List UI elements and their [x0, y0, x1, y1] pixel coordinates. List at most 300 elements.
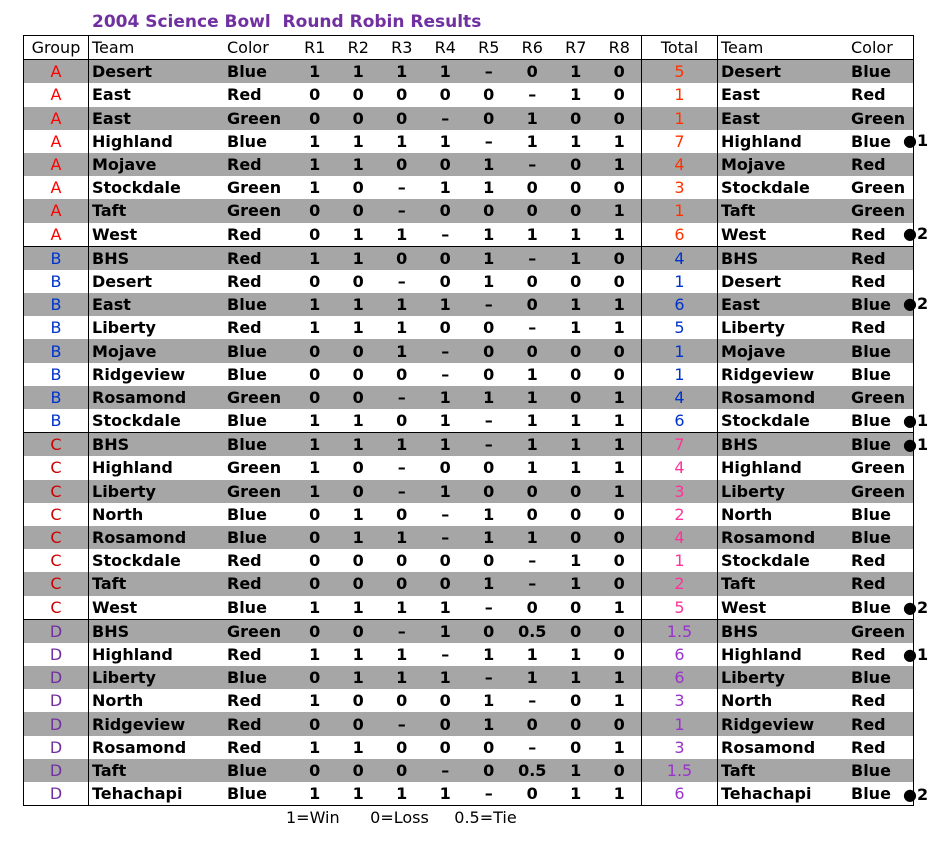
team-cell-right: Liberty: [721, 318, 785, 338]
color-cell: Blue: [227, 131, 267, 151]
round-result-cell: 1: [613, 411, 625, 431]
group-cell: A: [24, 199, 89, 222]
table-row: [24, 596, 914, 620]
round-result-cell: 1: [467, 153, 511, 176]
group-cell: D: [24, 666, 89, 689]
round-result-cell: –: [380, 480, 424, 503]
color-cell: Blue: [224, 293, 293, 316]
round-result-cell: 0: [570, 271, 582, 291]
group-cell: B: [24, 246, 89, 270]
round-result-cell: 0: [598, 712, 642, 735]
color-cell: Red: [224, 712, 293, 735]
round-result-cell: 1: [511, 433, 555, 457]
round-result-cell: 1: [526, 411, 538, 431]
round-result-cell: –: [424, 107, 468, 130]
round-result-cell: 0: [293, 619, 337, 643]
round-result-cell: 0: [352, 271, 364, 291]
round-result-cell: 0: [424, 199, 468, 222]
round-result-cell: 1: [483, 504, 495, 524]
total-cell: 4: [642, 386, 718, 409]
round-result-cell: –: [380, 386, 424, 409]
group-cell: B: [24, 293, 89, 316]
group-cell: A: [24, 223, 89, 247]
table-row: [24, 480, 914, 503]
color-cell-right: Blue: [848, 339, 914, 362]
round-result-cell: –: [397, 271, 406, 291]
team-cell-right: Ridgeview: [721, 364, 815, 384]
group-cell: C: [24, 596, 89, 620]
round-result-cell: 1: [467, 712, 511, 735]
team-cell: Taft: [89, 199, 225, 222]
round-result-cell: –: [528, 691, 537, 711]
round-result-cell: 1: [483, 644, 495, 664]
round-result-cell: 0: [337, 386, 381, 409]
color-cell-right: Green: [848, 107, 914, 130]
round-result-cell: 0: [309, 364, 321, 384]
round-result-cell: 1: [570, 784, 582, 804]
round-result-cell: 1: [598, 199, 642, 222]
round-result-cell: 0: [598, 107, 642, 130]
round-result-cell: 1: [309, 691, 321, 711]
round-result-cell: 1: [380, 526, 424, 549]
team-cell-right: Rosamond: [721, 737, 816, 757]
round-result-cell: 1: [570, 85, 582, 105]
color-cell: Red: [224, 572, 293, 595]
round-result-cell: 0: [352, 364, 364, 384]
round-result-cell: 0: [511, 480, 555, 503]
round-result-cell: –: [484, 411, 493, 431]
color-cell: Green: [224, 480, 293, 503]
color-cell-right: Green: [848, 199, 914, 222]
rank-marker: [903, 246, 928, 269]
color-cell-right: Red: [848, 246, 914, 270]
team-cell: Mojave: [89, 339, 225, 362]
round-result-cell: 0: [613, 85, 625, 105]
legend: 1=Win 0=Loss 0.5=Tie: [286, 808, 517, 827]
color-cell: Blue: [224, 339, 293, 362]
round-result-cell: 0: [337, 712, 381, 735]
color-cell-right: Red: [851, 691, 886, 711]
round-result-cell: 0: [483, 737, 495, 757]
total-cell: 1: [642, 270, 718, 293]
column-header: R2: [337, 36, 381, 60]
column-header: Color: [224, 36, 293, 60]
team-cell: Ridgeview: [89, 712, 225, 735]
team-cell: Rosamond: [89, 386, 225, 409]
round-result-cell: 1: [467, 386, 511, 409]
round-result-cell: 0: [424, 246, 468, 270]
team-cell: West: [92, 597, 138, 617]
team-cell-right: Tehachapi: [721, 784, 812, 804]
rank-marker: ●1: [903, 434, 929, 454]
round-result-cell: –: [528, 737, 537, 757]
round-result-cell: 1: [396, 224, 408, 244]
group-cell: B: [24, 409, 89, 433]
round-result-cell: 1: [554, 572, 598, 595]
color-cell: Red: [224, 246, 293, 270]
total-cell: 5: [642, 60, 718, 84]
total-cell: 6: [642, 293, 718, 316]
round-result-cell: 0: [293, 386, 337, 409]
round-result-cell: 1: [396, 597, 408, 617]
rank-marker: ●1: [903, 131, 929, 151]
round-result-cell: 0: [293, 666, 337, 689]
table-row: [24, 60, 914, 84]
column-header: Total: [642, 36, 718, 60]
total-cell: 5: [642, 316, 718, 339]
round-result-cell: 0: [396, 411, 408, 431]
round-result-cell: 0: [337, 107, 381, 130]
team-cell-right: Taft: [718, 199, 849, 222]
round-result-cell: 0: [293, 759, 337, 782]
team-cell: North: [92, 691, 144, 711]
group-cell: B: [24, 363, 89, 386]
round-result-cell: 1: [570, 458, 582, 478]
team-cell-right: Highland: [721, 644, 802, 664]
round-result-cell: 0.5: [511, 759, 555, 782]
round-result-cell: 1: [424, 386, 468, 409]
team-cell: Desert: [92, 271, 153, 291]
round-result-cell: 1: [293, 480, 337, 503]
team-cell-right: Rosamond: [718, 386, 849, 409]
round-result-cell: 1: [337, 60, 381, 84]
team-cell-right: Stockdale: [721, 551, 810, 571]
round-result-cell: 1: [526, 364, 538, 384]
round-result-cell: 0: [598, 246, 642, 270]
color-cell-right: Blue: [848, 293, 914, 316]
round-result-cell: 0: [380, 572, 424, 595]
round-result-cell: –: [484, 131, 493, 151]
round-result-cell: 1: [483, 691, 495, 711]
round-result-cell: 1: [337, 246, 381, 270]
table-row: [24, 549, 914, 572]
round-result-cell: 0: [570, 364, 582, 384]
round-result-cell: 1: [570, 411, 582, 431]
round-result-cell: 1: [570, 644, 582, 664]
group-cell: D: [24, 619, 89, 643]
round-result-cell: 0: [613, 271, 625, 291]
round-result-cell: 0: [337, 199, 381, 222]
color-cell: Green: [224, 199, 293, 222]
color-cell-right: Blue: [848, 526, 914, 549]
total-cell: 2: [642, 503, 718, 526]
color-cell: Red: [227, 224, 262, 244]
round-result-cell: 1: [396, 784, 408, 804]
round-result-cell: 1: [309, 737, 321, 757]
round-result-cell: 0: [439, 458, 451, 478]
round-result-cell: 0: [511, 60, 555, 84]
round-result-cell: 1: [352, 318, 364, 338]
team-cell-right: Ridgeview: [718, 712, 849, 735]
color-cell: Blue: [224, 60, 293, 84]
group-cell: A: [24, 176, 89, 199]
round-result-cell: 0: [511, 712, 555, 735]
round-result-cell: 1: [293, 433, 337, 457]
group-cell: D: [24, 782, 89, 806]
team-cell: BHS: [89, 619, 225, 643]
round-result-cell: 1: [526, 644, 538, 664]
column-header: R1: [293, 36, 337, 60]
round-result-cell: 0: [526, 784, 538, 804]
group-cell: C: [24, 480, 89, 503]
color-cell-right: Red: [848, 712, 914, 735]
team-cell: Mojave: [89, 153, 225, 176]
total-cell: 4: [642, 153, 718, 176]
rank-marker: [903, 713, 928, 736]
table-row: [24, 386, 914, 409]
round-result-cell: 0: [293, 712, 337, 735]
team-cell: Highland: [92, 458, 173, 478]
round-result-cell: 0: [598, 526, 642, 549]
color-cell: Red: [227, 691, 262, 711]
color-cell-right: Red: [851, 85, 886, 105]
color-cell-right: Green: [848, 619, 914, 643]
rank-marker: [903, 479, 928, 502]
team-cell-right: Liberty: [718, 480, 849, 503]
round-result-cell: 0: [396, 504, 408, 524]
round-result-cell: 0: [352, 85, 364, 105]
table-row: [24, 666, 914, 689]
round-result-cell: 1: [337, 666, 381, 689]
round-result-cell: 0: [352, 691, 364, 711]
round-result-cell: –: [441, 364, 450, 384]
team-cell-right: Stockdale: [721, 178, 810, 198]
rank-marker: [903, 362, 928, 385]
round-result-cell: 0: [526, 504, 538, 524]
round-result-cell: 0: [337, 339, 381, 362]
table-row: [24, 456, 914, 479]
rank-marker: [903, 106, 928, 129]
color-cell-right: Blue: [851, 411, 891, 431]
table-row: [24, 736, 914, 759]
round-result-cell: 0: [570, 597, 582, 617]
total-cell: 6: [642, 666, 718, 689]
round-result-cell: 0: [598, 60, 642, 84]
rank-marker: [903, 59, 928, 82]
team-cell: Desert: [89, 60, 225, 84]
round-result-cell: 0: [396, 364, 408, 384]
round-result-cell: 0: [598, 759, 642, 782]
total-cell: 1: [642, 363, 718, 386]
total-cell: 6: [642, 223, 718, 247]
team-cell-right: Liberty: [718, 666, 849, 689]
round-result-cell: 0: [467, 339, 511, 362]
round-result-cell: 0: [293, 526, 337, 549]
round-result-cell: 0: [380, 107, 424, 130]
color-cell: Red: [227, 551, 262, 571]
round-result-cell: 0: [554, 386, 598, 409]
round-result-cell: 1: [467, 246, 511, 270]
round-result-cell: 1: [554, 759, 598, 782]
team-cell: Stockdale: [92, 411, 181, 431]
team-cell-right: East: [721, 85, 760, 105]
total-cell: 6: [642, 409, 718, 433]
rank-marker: [903, 176, 928, 199]
round-result-cell: 0: [337, 480, 381, 503]
color-cell-right: Red: [851, 551, 886, 571]
table-row: [24, 153, 914, 176]
round-result-cell: 0: [613, 364, 625, 384]
team-cell: Tehachapi: [92, 784, 183, 804]
table-row: [24, 782, 914, 806]
total-cell: 1.5: [642, 759, 718, 782]
round-result-cell: 0: [424, 153, 468, 176]
round-result-cell: 0: [570, 691, 582, 711]
table-row: [24, 643, 914, 666]
column-header: R5: [467, 36, 511, 60]
table-row: [24, 526, 914, 549]
round-result-cell: 1: [613, 131, 625, 151]
color-cell: Red: [227, 737, 262, 757]
round-result-cell: 0: [598, 572, 642, 595]
round-result-cell: 1: [309, 597, 321, 617]
rank-marker: [903, 316, 928, 339]
round-result-cell: –: [441, 504, 450, 524]
round-result-cell: 1: [526, 458, 538, 478]
round-result-cell: –: [424, 339, 468, 362]
table-row: [24, 83, 914, 106]
round-result-cell: 1: [424, 433, 468, 457]
table-row: [24, 130, 914, 153]
column-header: R4: [424, 36, 468, 60]
round-result-cell: 1: [613, 691, 625, 711]
round-result-cell: 0: [613, 644, 625, 664]
team-cell: Stockdale: [92, 178, 181, 198]
color-cell-right: Red: [851, 271, 886, 291]
round-result-cell: 0: [554, 480, 598, 503]
total-cell: 4: [642, 246, 718, 270]
round-result-cell: 0: [309, 224, 321, 244]
table-row: [24, 246, 914, 270]
round-result-cell: 1: [483, 224, 495, 244]
round-result-cell: 1: [570, 318, 582, 338]
round-result-cell: 1: [570, 551, 582, 571]
total-cell: 7: [642, 130, 718, 153]
round-result-cell: 0: [396, 551, 408, 571]
team-cell: Rosamond: [89, 526, 225, 549]
round-result-cell: 1: [526, 131, 538, 151]
total-cell: 1: [642, 339, 718, 362]
color-cell: Green: [224, 107, 293, 130]
color-cell-right: Green: [851, 458, 906, 478]
round-result-cell: 0: [380, 153, 424, 176]
round-result-cell: 0: [309, 271, 321, 291]
rank-marker: ●2: [903, 784, 929, 804]
round-result-cell: –: [528, 551, 537, 571]
table-row: [24, 316, 914, 339]
total-cell: 6: [642, 782, 718, 806]
rank-marker: [903, 573, 928, 596]
round-result-cell: 1: [511, 526, 555, 549]
round-result-cell: 1: [598, 433, 642, 457]
team-cell-right: Rosamond: [718, 526, 849, 549]
group-cell: A: [24, 153, 89, 176]
round-result-cell: 1: [598, 293, 642, 316]
round-result-cell: 1: [309, 644, 321, 664]
group-cell: C: [24, 433, 89, 457]
table-row: [24, 409, 914, 433]
team-cell-right: BHS: [718, 619, 849, 643]
color-cell: Blue: [227, 411, 267, 431]
team-cell: East: [89, 293, 225, 316]
color-cell-right: Red: [851, 737, 886, 757]
round-result-cell: 1: [309, 178, 321, 198]
column-header: Color: [848, 36, 914, 60]
round-result-cell: 0: [483, 364, 495, 384]
rank-marker: [903, 526, 928, 549]
round-result-cell: 1: [424, 60, 468, 84]
round-result-cell: 1: [380, 293, 424, 316]
table-row: [24, 270, 914, 293]
color-cell: Red: [227, 85, 262, 105]
round-result-cell: –: [467, 293, 511, 316]
total-cell: 7: [642, 433, 718, 457]
color-cell: Blue: [227, 364, 267, 384]
round-result-cell: 0: [483, 458, 495, 478]
column-header: Team: [89, 36, 225, 60]
round-result-cell: 1: [570, 131, 582, 151]
color-cell-right: Blue: [848, 759, 914, 782]
round-result-cell: 0: [467, 759, 511, 782]
team-cell: Liberty: [89, 666, 225, 689]
group-cell: A: [24, 83, 89, 106]
round-result-cell: 0: [337, 572, 381, 595]
team-cell: BHS: [89, 246, 225, 270]
table-row: [24, 572, 914, 595]
group-cell: C: [24, 456, 89, 479]
group-cell: D: [24, 736, 89, 759]
total-cell: 1.5: [642, 619, 718, 643]
team-cell-right: Taft: [718, 572, 849, 595]
rank-marker: [903, 456, 928, 479]
header-row: [24, 36, 914, 60]
total-cell: 5: [642, 596, 718, 620]
round-result-cell: 1: [309, 131, 321, 151]
team-cell-right: North: [721, 691, 773, 711]
round-result-cell: 1: [424, 480, 468, 503]
round-result-cell: 1: [293, 153, 337, 176]
group-cell: A: [24, 60, 89, 84]
total-cell: 2: [642, 572, 718, 595]
color-cell: Blue: [227, 784, 267, 804]
round-result-cell: –: [397, 458, 406, 478]
round-result-cell: 1: [352, 597, 364, 617]
column-header: R6: [511, 36, 555, 60]
round-result-cell: –: [380, 712, 424, 735]
round-result-cell: 1: [337, 293, 381, 316]
color-cell-right: Blue: [851, 131, 891, 151]
round-result-cell: 0: [424, 712, 468, 735]
table-row: [24, 339, 914, 362]
round-result-cell: 1: [439, 178, 451, 198]
round-result-cell: 0: [598, 619, 642, 643]
total-cell: 4: [642, 456, 718, 479]
team-cell-right: Mojave: [718, 339, 849, 362]
color-cell-right: Blue: [848, 433, 914, 457]
round-result-cell: 0: [483, 85, 495, 105]
color-cell: Green: [227, 178, 282, 198]
table-row: [24, 689, 914, 712]
round-result-cell: 1: [439, 131, 451, 151]
rank-marker: [903, 269, 928, 292]
round-result-cell: 1: [380, 666, 424, 689]
round-result-cell: 1: [613, 224, 625, 244]
color-cell: Blue: [224, 526, 293, 549]
color-cell: Blue: [224, 666, 293, 689]
round-result-cell: 1: [598, 480, 642, 503]
rank-marker: [903, 386, 928, 409]
team-cell-right: Mojave: [718, 153, 849, 176]
